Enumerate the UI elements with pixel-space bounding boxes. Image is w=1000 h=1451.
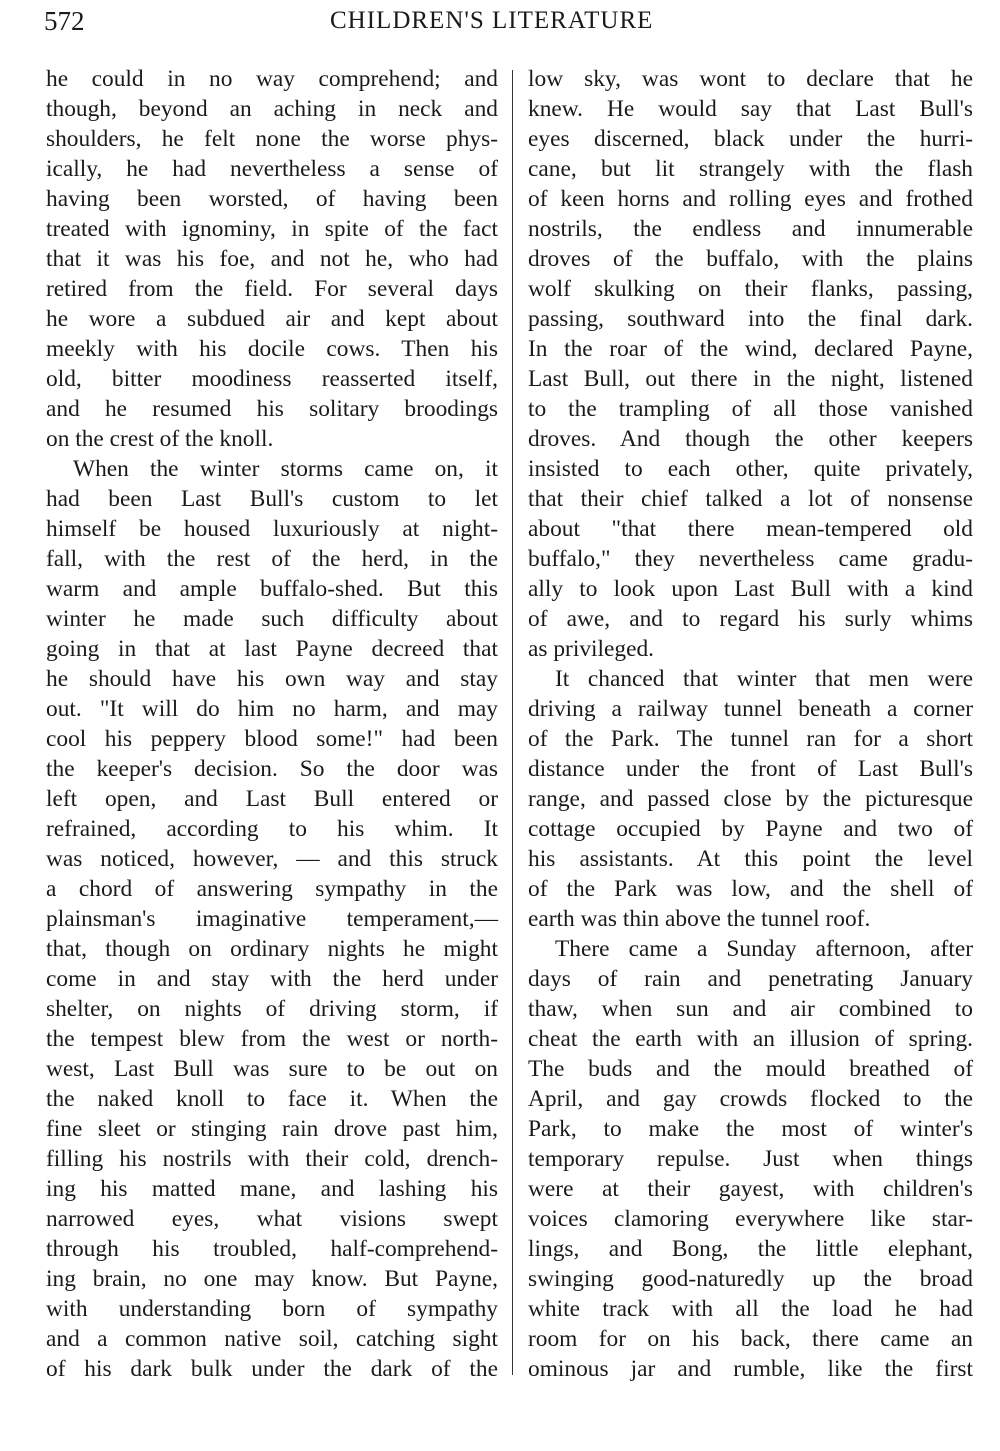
text-line: was noticed, however, — and this struck [46, 846, 498, 872]
text-line: cheat the earth with an illusion of spring. [528, 1026, 973, 1052]
text-line: Park, to make the most of winter's [528, 1116, 973, 1142]
text-line: meekly with his docile cows. Then his [46, 336, 498, 362]
text-line: of keen horns and rolling eyes and frothed [528, 186, 973, 212]
text-line: of awe, and to regard his surly whims [528, 606, 973, 632]
text-line: that, though on ordinary nights he might [46, 936, 498, 962]
text-line: ing his matted mane, and lashing his [46, 1176, 498, 1202]
paragraph [46, 64, 498, 454]
text-line: ing brain, no one may know. But Payne, [46, 1266, 498, 1292]
text-line: fall, with the rest of the herd, in the [46, 546, 498, 572]
text-line: though, beyond an aching in neck and [46, 96, 498, 122]
text-line: droves of the buffalo, with the plains [528, 246, 973, 272]
text-line: thaw, when sun and air combined to [528, 996, 973, 1022]
text-line: knew. He would say that Last Bull's [528, 96, 973, 122]
text-line: wolf skulking on their flanks, passing, [528, 276, 973, 302]
text-line: that their chief talked a lot of nonsense [528, 486, 973, 512]
text-line: west, Last Bull was sure to be out on [46, 1056, 498, 1082]
text-line: he should have his own way and stay [46, 666, 498, 692]
text-line: earth was thin above the tunnel roof. [528, 906, 871, 932]
paragraph [528, 934, 973, 1384]
text-line: The buds and the mould breathed of [528, 1056, 973, 1082]
text-line: filling his nostrils with their cold, drench- [46, 1146, 498, 1172]
text-line: himself be housed luxuriously at night- [46, 516, 498, 542]
text-line: of the Park was low, and the shell of [528, 876, 973, 902]
text-line: were at their gayest, with children's [528, 1176, 973, 1202]
text-line: eyes discerned, black under the hurri- [528, 126, 973, 152]
text-line: lings, and Bong, the little elephant, [528, 1236, 973, 1262]
text-line: out. "It will do him no harm, and may [46, 696, 498, 722]
paragraph [528, 64, 973, 664]
text-line: ically, he had nevertheless a sense of [46, 156, 498, 182]
text-line: fine sleet or stinging rain drove past him, [46, 1116, 498, 1142]
text-line: It chanced that winter that men were [555, 666, 973, 692]
text-line: days of rain and penetrating January [528, 966, 973, 992]
text-line: he could in no way comprehend; and [46, 66, 498, 92]
text-line: ominous jar and rumble, like the first [528, 1356, 973, 1382]
paragraph [46, 454, 498, 1384]
text-line: as privileged. [528, 636, 655, 662]
text-line: come in and stay with the herd under [46, 966, 498, 992]
text-line: April, and gay crowds flocked to the [528, 1086, 973, 1112]
text-line: that it was his foe, and not he, who had [46, 246, 498, 272]
text-line: white track with all the load he had [528, 1296, 973, 1322]
paragraph [528, 664, 973, 934]
text-line: on the crest of the knoll. [46, 426, 274, 452]
text-line: the keeper's decision. So the door was [46, 756, 498, 782]
text-line: a chord of answering sympathy in the [46, 876, 498, 902]
column-divider [512, 70, 513, 1375]
text-line: the tempest blew from the west or north- [46, 1026, 498, 1052]
text-line: had been Last Bull's custom to let [46, 486, 498, 512]
left-column [46, 64, 498, 1384]
text-line: with understanding born of sympathy [46, 1296, 498, 1322]
text-line: When the winter storms came on, it [73, 456, 498, 482]
text-line: temporary repulse. Just when things [528, 1146, 973, 1172]
text-line: narrowed eyes, what visions swept [46, 1206, 498, 1232]
text-line: cane, but lit strangely with the flash [528, 156, 973, 182]
text-line: he wore a subdued air and kept about [46, 306, 498, 332]
text-line: having been worsted, of having been [46, 186, 498, 212]
text-line: his assistants. At this point the level [528, 846, 973, 872]
text-line: of his dark bulk under the dark of the [46, 1356, 498, 1382]
text-line: voices clamoring everywhere like star- [528, 1206, 973, 1232]
text-line: passing, southward into the final dark. [528, 306, 973, 332]
text-line: buffalo," they nevertheless came gradu- [528, 546, 973, 572]
text-line: and he resumed his solitary broodings [46, 396, 498, 422]
text-line: through his troubled, half-comprehend- [46, 1236, 498, 1262]
running-head: CHILDREN'S LITERATURE [330, 7, 654, 34]
text-line: retired from the field. For several days [46, 276, 498, 302]
text-line: the naked knoll to face it. When the [46, 1086, 498, 1112]
text-line: treated with ignominy, in spite of the fact [46, 216, 498, 242]
right-column [528, 64, 973, 1384]
text-line: driving a railway tunnel beneath a corner [528, 696, 973, 722]
text-line: about "that there mean-tempered old [528, 516, 973, 542]
text-line: going in that at last Payne decreed that [46, 636, 498, 662]
text-line: low sky, was wont to declare that he [528, 66, 973, 92]
text-line: In the roar of the wind, declared Payne, [528, 336, 973, 362]
text-line: and a common native soil, catching sight [46, 1326, 498, 1352]
text-line: warm and ample buffalo-shed. But this [46, 576, 498, 602]
text-line: insisted to each other, quite privately, [528, 456, 973, 482]
text-line: old, bitter moodiness reasserted itself, [46, 366, 498, 392]
text-line: winter he made such difficulty about [46, 606, 498, 632]
text-line: to the trampling of all those vanished [528, 396, 973, 422]
text-line: range, and passed close by the picturesque [528, 786, 973, 812]
text-line: shoulders, he felt none the worse phys- [46, 126, 498, 152]
text-line: swinging good-naturedly up the broad [528, 1266, 973, 1292]
text-line: refrained, according to his whim. It [46, 816, 498, 842]
page-number: 572 [44, 6, 85, 36]
text-line: Last Bull, out there in the night, listened [528, 366, 973, 392]
text-line: plainsman's imaginative temperament,— [46, 906, 498, 932]
text-line: droves. And though the other keepers [528, 426, 973, 452]
text-line: of the Park. The tunnel ran for a short [528, 726, 973, 752]
text-line: cool his peppery blood some!" had been [46, 726, 498, 752]
text-line: nostrils, the endless and innumerable [528, 216, 973, 242]
text-line: cottage occupied by Payne and two of [528, 816, 973, 842]
text-line: ally to look upon Last Bull with a kind [528, 576, 973, 602]
text-line: shelter, on nights of driving storm, if [46, 996, 498, 1022]
text-line: There came a Sunday afternoon, after [555, 936, 973, 962]
text-line: distance under the front of Last Bull's [528, 756, 973, 782]
text-line: left open, and Last Bull entered or [46, 786, 498, 812]
text-line: room for on his back, there came an [528, 1326, 973, 1352]
